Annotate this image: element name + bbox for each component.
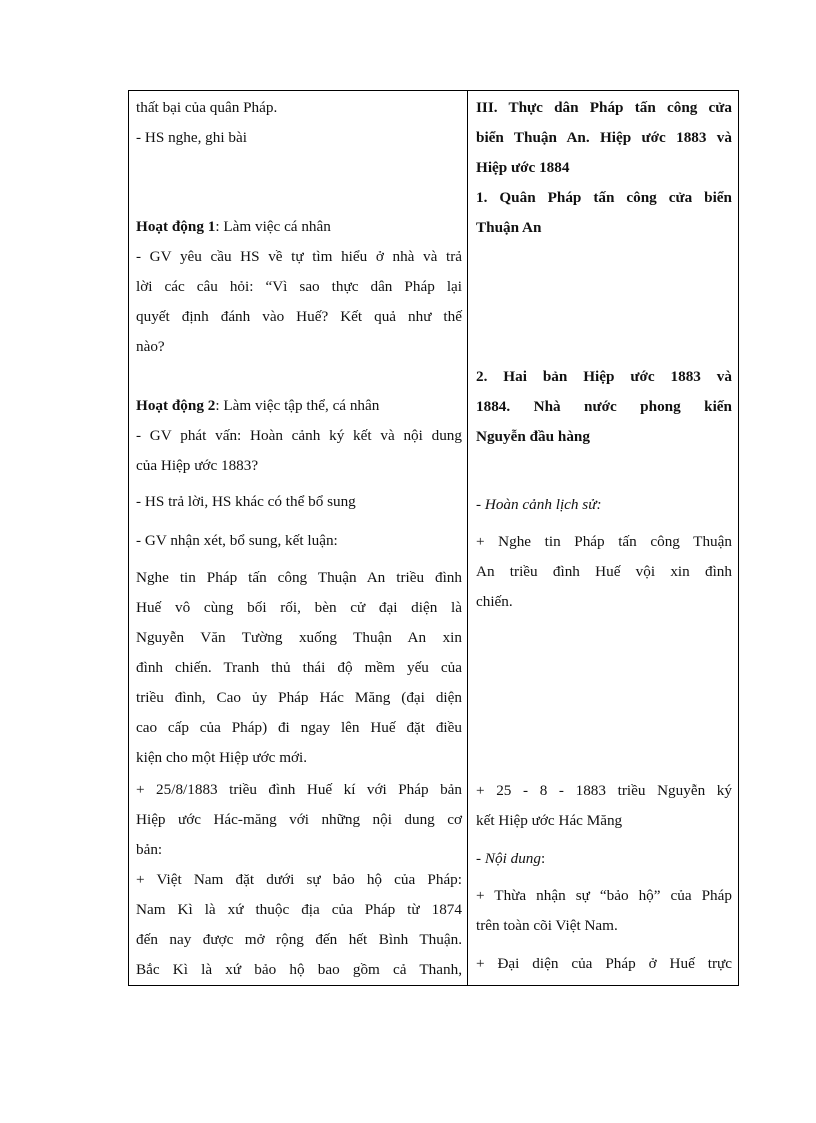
column-divider [467, 91, 468, 985]
left-line: - HS nghe, ghi bài [136, 129, 247, 146]
left-line: - HS trả lời, HS khác có thể bổ sung [136, 493, 356, 510]
left-line: cao cấp của Pháp) đi ngay lên Huế đặt điều [136, 719, 462, 736]
left-line: quyết định đánh vào Huế? Kết quả như thế [136, 308, 462, 325]
section-3-heading: Hiệp ước 1884 [476, 159, 570, 176]
content-label [476, 849, 732, 869]
section-3-heading: III. Thực dân Pháp tấn công cửa [476, 99, 732, 116]
left-line: - GV nhận xét, bổ sung, kết luận: [136, 532, 338, 549]
left-line: + 25/8/1883 triều đình Huế kí với Pháp bản [136, 781, 462, 798]
left-line: thất bại của quân Pháp. [136, 99, 278, 116]
activity-desc: : Làm việc cá nhân [215, 218, 331, 235]
left-line: nào? [136, 338, 165, 355]
right-line: + 25 - 8 - 1883 triều Nguyễn ký [476, 782, 732, 799]
left-line: Nghe tin Pháp tấn công Thuận An triều đình [136, 569, 462, 586]
left-line: Nam Kì là xứ thuộc địa của Pháp từ 1874 [136, 901, 462, 918]
left-line: - GV yêu cầu HS về tự tìm hiểu ở nhà và trả [136, 248, 462, 265]
right-line: + Nghe tin Pháp tấn công Thuận [476, 533, 732, 550]
subsection-2-heading: 1884. Nhà nước phong kiến [476, 398, 732, 415]
context-label: - Hoàn cảnh lịch sử: [476, 496, 602, 513]
left-line: lời các câu hỏi: “Vì sao thực dân Pháp lại [136, 278, 462, 295]
left-line: kiện cho một Hiệp ước mới. [136, 749, 308, 766]
left-line: Bắc Kì là xứ bảo hộ bao gồm cả Thanh, [136, 961, 462, 978]
activity-label: Hoạt động 2 [136, 397, 216, 414]
left-line: - GV phát vấn: Hoàn cảnh ký kết và nội dung [136, 427, 462, 444]
left-line: bản: [136, 841, 163, 858]
right-line: trên toàn cõi Việt Nam. [476, 917, 618, 934]
activity-2-heading [136, 396, 462, 416]
left-line: đến nay được mở rộng đến hết Bình Thuận. [136, 931, 462, 948]
right-line: An triều đình Huế vội xin đình [476, 563, 732, 580]
left-line: Nguyễn Văn Tường xuống Thuận An xin [136, 629, 462, 646]
lesson-table [128, 90, 739, 986]
activity-label: Hoạt động 1 [136, 218, 216, 235]
right-line: kết Hiệp ước Hác Măng [476, 812, 623, 829]
activity-desc: : Làm việc tập thể, cá nhân [215, 397, 380, 414]
left-line: + Việt Nam đặt dưới sự bảo hộ của Pháp: [136, 871, 462, 888]
right-line: + Thừa nhận sự “bảo hộ” của Pháp [476, 887, 732, 904]
left-line: Hiệp ước Hác-măng với những nội dung cơ [136, 811, 462, 828]
subsection-2-heading: Nguyễn đầu hàng [476, 428, 590, 445]
left-line: đình chiến. Tranh thủ thái độ mềm yếu của [136, 659, 462, 676]
right-line: chiến. [476, 593, 513, 610]
subsection-1-heading: Thuận An [476, 219, 542, 236]
content-label-colon: : [540, 850, 546, 867]
section-3-heading: biển Thuận An. Hiệp ước 1883 và [476, 129, 732, 146]
left-line: Huế vô cùng bối rối, bèn cử đại diện là [136, 599, 462, 616]
left-line: triều đình, Cao ủy Pháp Hác Măng (đại diện [136, 689, 462, 706]
activity-1-heading [136, 217, 462, 237]
left-line: của Hiệp ước 1883? [136, 457, 259, 474]
content-label-text: - Nội dung [476, 850, 541, 867]
subsection-2-heading: 2. Hai bản Hiệp ước 1883 và [476, 368, 732, 385]
right-line: + Đại diện của Pháp ở Huế trực [476, 955, 732, 972]
subsection-1-heading: 1. Quân Pháp tấn công cửa biển [476, 189, 732, 206]
